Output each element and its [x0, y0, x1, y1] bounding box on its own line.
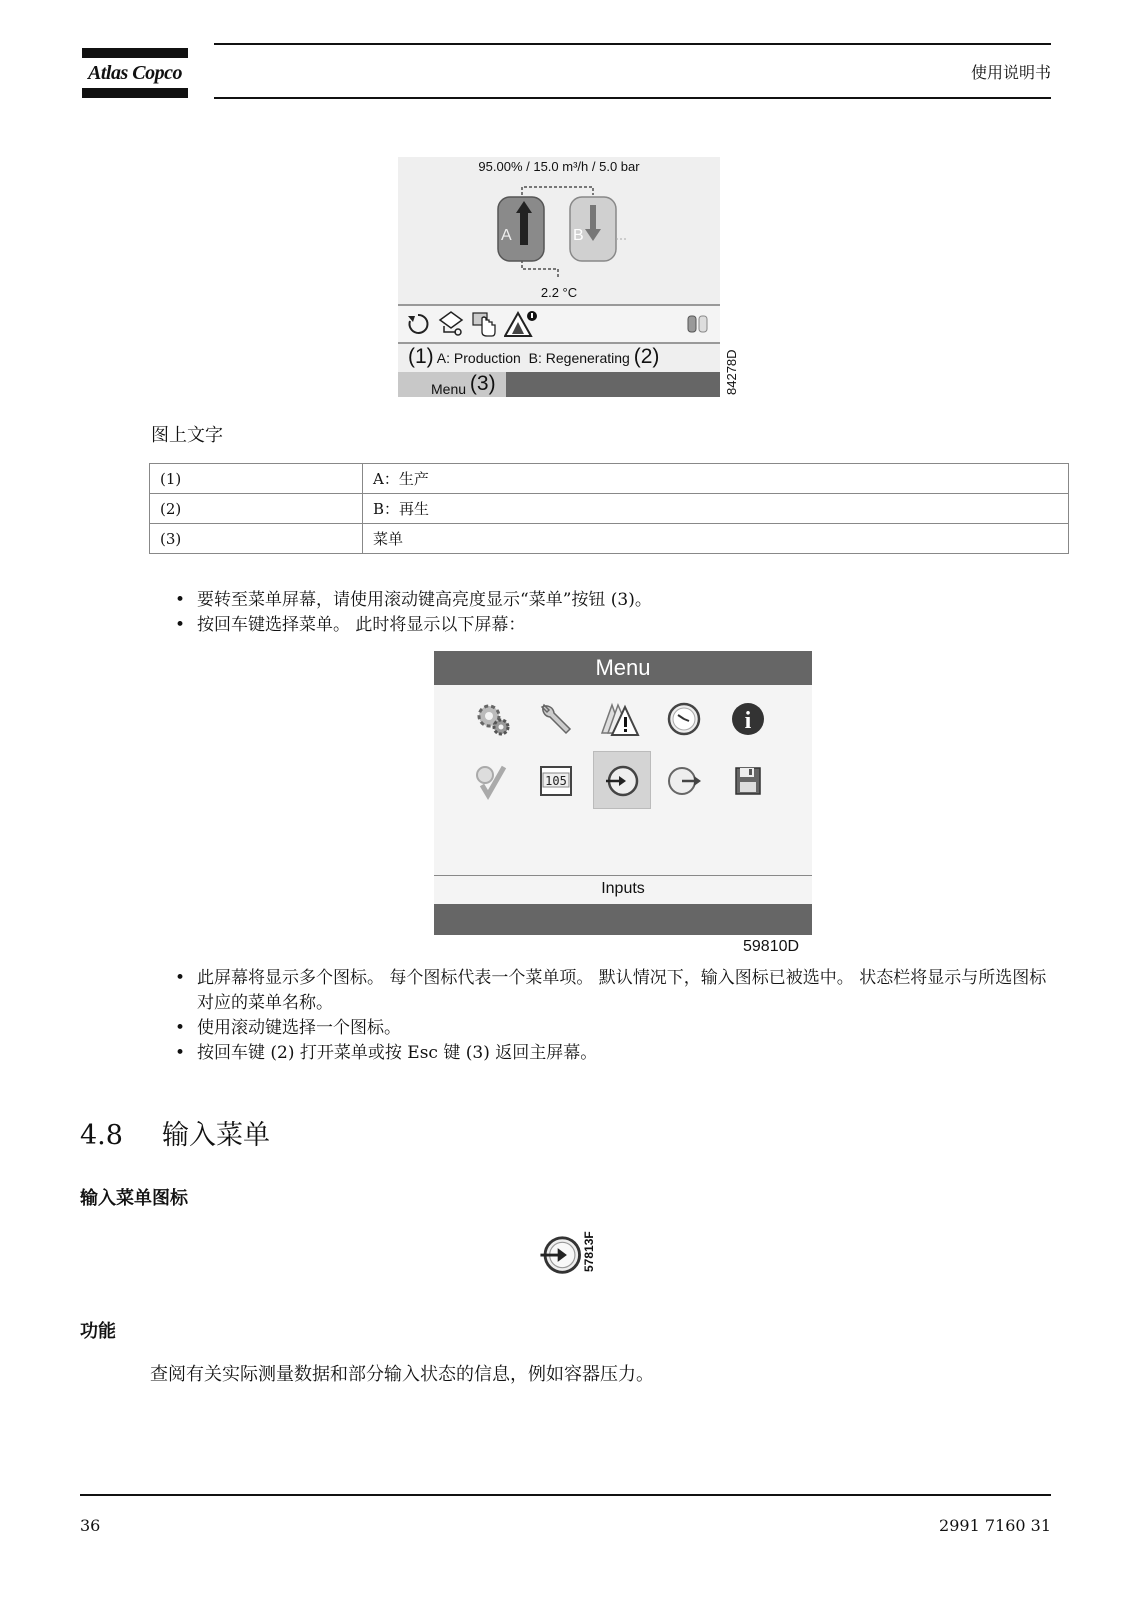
- header-rule-top: [214, 43, 1051, 45]
- section-title: 输入菜单: [162, 1120, 270, 1151]
- page-number: 36: [80, 1516, 101, 1535]
- service-check-icon[interactable]: [472, 761, 512, 801]
- status-line: [408, 345, 659, 369]
- inputs-icon[interactable]: [602, 761, 642, 801]
- clock-icon[interactable]: [664, 699, 704, 739]
- legend-table: [149, 463, 1069, 554]
- instructions-list-2: [175, 966, 1055, 1066]
- wrench-icon[interactable]: [536, 699, 576, 739]
- list-item: • 按回车键 (2) 打开菜单或按 Esc 键 (3) 返回主屏幕。: [175, 1041, 1055, 1066]
- header-rule-bottom: [214, 97, 1051, 99]
- legend-caption: 图上文字: [151, 425, 223, 446]
- table-row: [150, 524, 1069, 554]
- icon-figure-id: 57813F: [582, 1231, 596, 1272]
- doc-type: 使用说明书: [970, 63, 1051, 82]
- brand-logo: Atlas Copco: [88, 62, 182, 84]
- info-icon[interactable]: [728, 699, 768, 739]
- info-glyph: i: [744, 708, 752, 734]
- temperature-readout: 2.2 °C: [540, 285, 578, 300]
- section-heading: [80, 1113, 270, 1152]
- legend-text: A：生产: [363, 464, 1069, 494]
- legend-ref: (3): [150, 524, 363, 554]
- table-row: [150, 464, 1069, 494]
- warning-icon: [504, 310, 538, 338]
- vessel-b-label: B: [573, 227, 584, 244]
- legend-text: B：再生: [363, 494, 1069, 524]
- list-item: • 此屏幕将显示多个图标。 每个图标代表一个菜单项。 默认情况下，输入图标已被选中。 状态栏将显示与所选图标对应的菜单名称。: [175, 966, 1055, 1016]
- outputs-icon[interactable]: [664, 761, 704, 801]
- menu-bottom-bar: [434, 904, 812, 935]
- list-item: • 要转至菜单屏幕，请使用滚动键高亮度显示“菜单”按钮 (3)。: [175, 588, 652, 613]
- callout-3: (3): [469, 372, 496, 395]
- vessels-icon: [686, 314, 710, 334]
- doc-number: 2991 7160 31: [939, 1516, 1051, 1535]
- legend-ref: (2): [150, 494, 363, 524]
- controller-main-screen: [398, 157, 720, 397]
- menu-status-label: Inputs: [601, 880, 645, 897]
- status-divider: [434, 875, 812, 876]
- flow-readout: 95.00% / 15.0 m³/h / 5.0 bar: [478, 159, 640, 174]
- footer-rule: [80, 1494, 1051, 1496]
- counter-icon[interactable]: [536, 761, 576, 801]
- list-item: • 使用滚动键选择一个图标。: [175, 1016, 1055, 1041]
- figure1-id: 84278D: [724, 349, 739, 395]
- logo-bar-top: [82, 48, 188, 58]
- list-item: • 按回车键选择菜单。 此时将显示以下屏幕：: [175, 613, 652, 638]
- callout-1: (1): [408, 345, 434, 368]
- legend-text: 菜单: [363, 524, 1069, 554]
- save-icon[interactable]: [728, 761, 768, 801]
- function-subheading: 功能: [80, 1321, 116, 1342]
- section-number: 4.8: [80, 1120, 123, 1151]
- drain-icon: [436, 310, 466, 338]
- menu-button-label: Menu: [431, 381, 467, 397]
- counter-digits: 105: [545, 774, 567, 788]
- settings-gears-icon[interactable]: [472, 699, 512, 739]
- status-b: B: Regenerating: [528, 350, 630, 366]
- controller-menu-screen: [434, 651, 812, 935]
- icon-subheading: 输入菜单图标: [80, 1188, 188, 1209]
- status-icon-row: [398, 304, 720, 344]
- callout-2: (2): [633, 345, 660, 368]
- legend-ref: (1): [150, 464, 363, 494]
- table-row: [150, 494, 1069, 524]
- status-a: A: Production: [436, 350, 521, 366]
- figure2-id: 59810D: [743, 938, 800, 955]
- dryer-vessels-diagram: [398, 157, 720, 304]
- menu-button[interactable]: [398, 372, 506, 397]
- logo-bar-bottom: [82, 88, 188, 98]
- refresh-icon: [406, 312, 430, 336]
- menu-screen-title: Menu: [434, 651, 812, 685]
- menu-bar: [398, 372, 720, 397]
- hand-icon: [470, 310, 498, 338]
- function-text: 查阅有关实际测量数据和部分输入状态的信息，例如容器压力。: [150, 1364, 654, 1385]
- warning-stack-icon[interactable]: [600, 699, 640, 739]
- instructions-list-1: [175, 588, 652, 638]
- vessel-a-label: A: [501, 227, 512, 244]
- inputs-menu-icon: [537, 1232, 583, 1278]
